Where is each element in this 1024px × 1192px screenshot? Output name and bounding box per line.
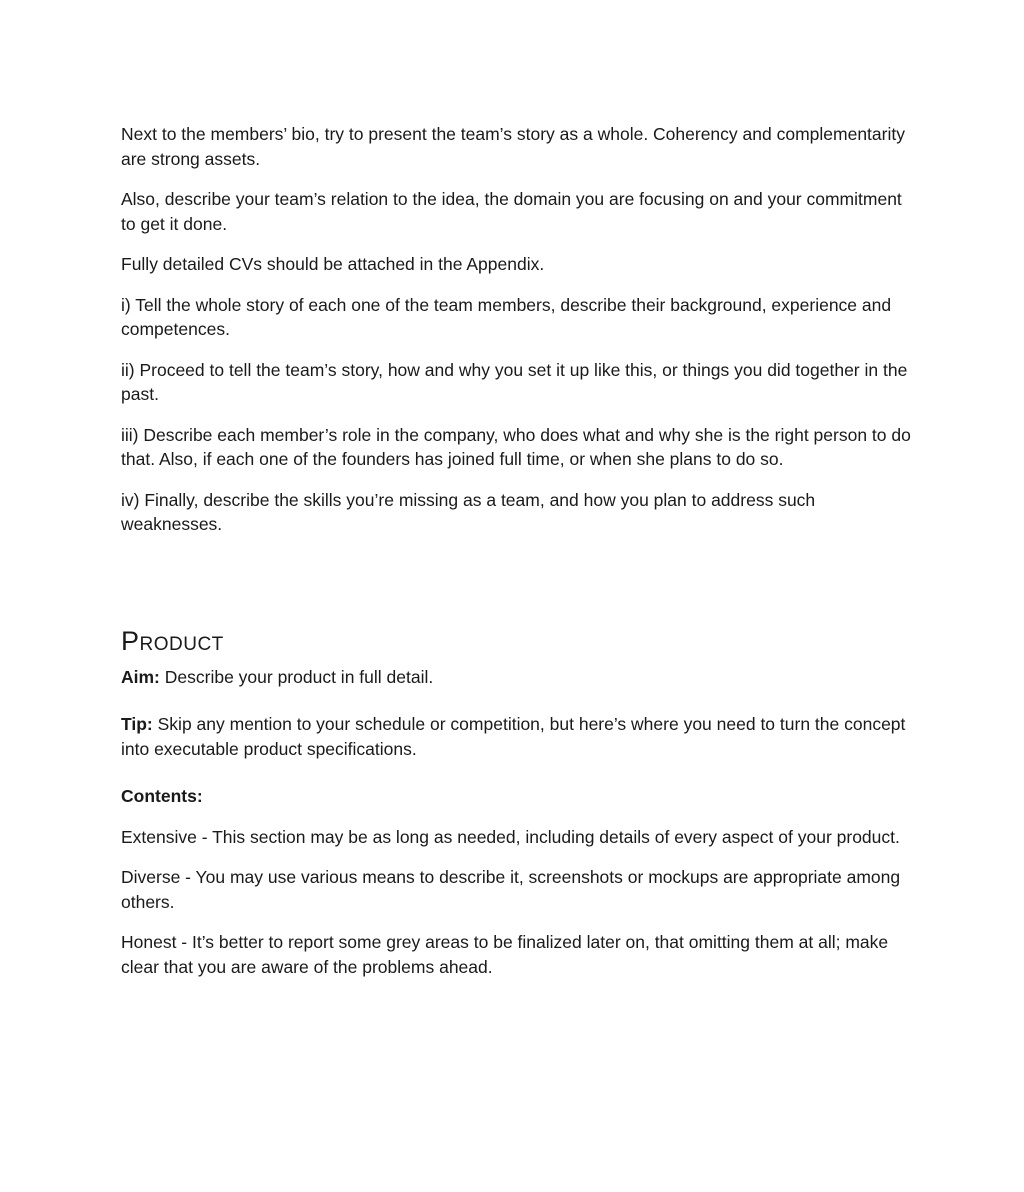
aim-text: Describe your product in full detail. bbox=[159, 666, 434, 687]
team-paragraph-5: ii) Proceed to tell the team’s story, how and why you set it up like this, or things you did together in the past. bbox=[121, 359, 908, 404]
team-paragraph-4: i) Tell the whole story of each one of the team members, describe their background, experience and competences. bbox=[121, 294, 892, 339]
contents-paragraph bbox=[121, 784, 911, 809]
product-heading: Product bbox=[121, 625, 224, 656]
contents-label: Contents: bbox=[121, 786, 203, 806]
page-content bbox=[121, 122, 911, 979]
contents-item-honest: Honest - It’s better to report some grey areas to be finalized later on, that omitting them at all; make clear that you are aware of the problems ahead. bbox=[121, 932, 889, 977]
team-paragraph-7: iv) Finally, describe the skills you’re missing as a team, and how you plan to address such weaknesses. bbox=[121, 489, 816, 534]
tip-text: Skip any mention to your schedule or competition, but here’s where you need to turn the concept into executable product specifications. bbox=[121, 714, 906, 759]
contents-item-extensive: Extensive - This section may be as long as needed, including details of every aspect of your product. bbox=[121, 826, 900, 847]
team-paragraph-1: Next to the members’ bio, try to present the team’s story as a whole. Coherency and complementarity are strong assets. bbox=[121, 124, 905, 169]
aim-paragraph bbox=[121, 665, 911, 690]
tip-paragraph bbox=[121, 712, 911, 761]
contents-item-diverse: Diverse - You may use various means to describe it, screenshots or mockups are appropriate among others. bbox=[121, 867, 901, 912]
team-paragraph-6: iii) Describe each member’s role in the company, who does what and why she is the right person to do that. Also, if each one of the founders has joined full time, or when she plans to do so. bbox=[121, 424, 911, 469]
team-paragraph-2: Also, describe your team’s relation to the idea, the domain you are focusing on and your commitment to get it done. bbox=[121, 189, 902, 234]
team-paragraph-3: Fully detailed CVs should be attached in the Appendix. bbox=[121, 254, 545, 274]
tip-label: Tip: bbox=[121, 714, 153, 734]
aim-label: Aim: bbox=[121, 666, 160, 687]
